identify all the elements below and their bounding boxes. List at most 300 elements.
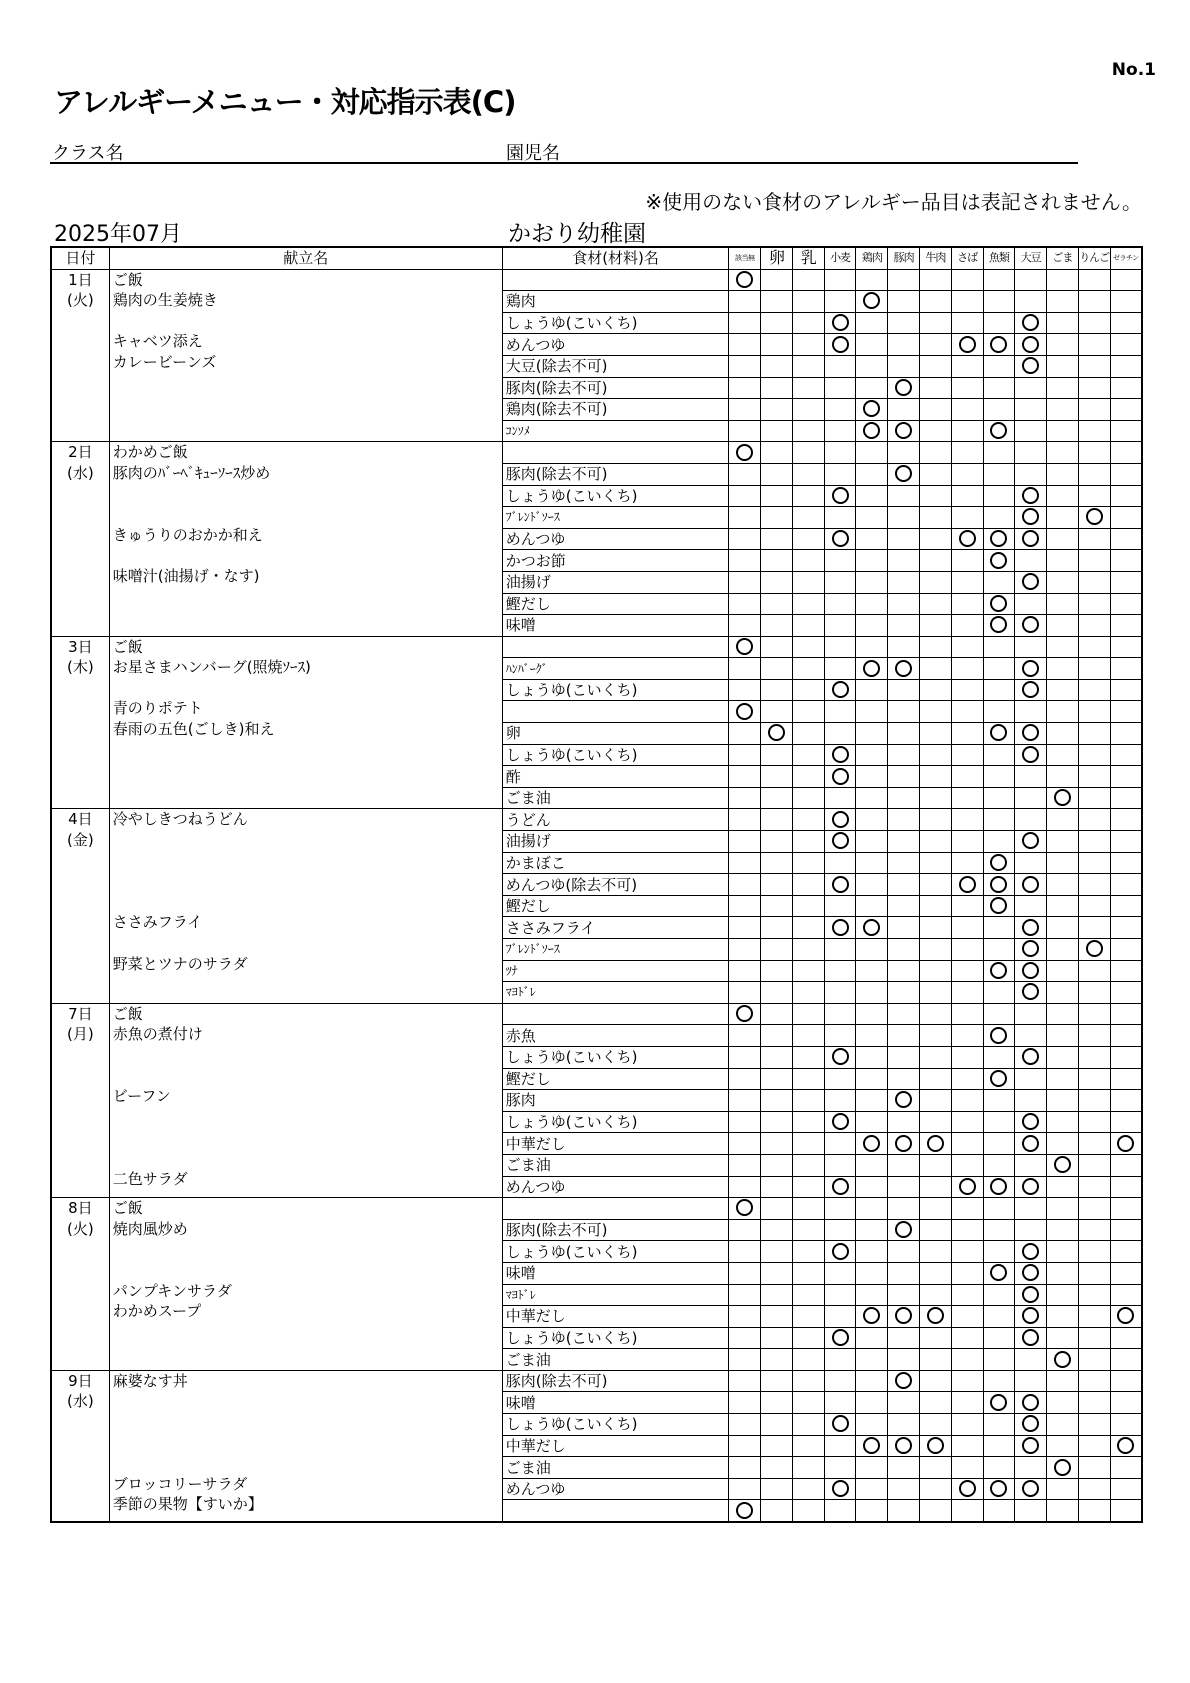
allergen-mark-cell: [792, 658, 824, 680]
allergen-mark-cell: [983, 1349, 1015, 1371]
circle-mark-icon: [1054, 1459, 1071, 1476]
ingredient-cell: 豚肉(除去不可): [502, 463, 729, 485]
allergen-mark-cell: [1110, 528, 1142, 550]
allergen-mark-cell: [1015, 1457, 1047, 1479]
allergen-mark-cell: [888, 463, 920, 485]
allergen-mark-cell: [983, 355, 1015, 377]
allergen-mark-cell: [729, 852, 761, 874]
allergen-mark-cell: [951, 723, 983, 745]
allergen-mark-cell: [983, 982, 1015, 1004]
day-weekday: (火): [67, 1219, 94, 1238]
allergen-mark-cell: [919, 355, 951, 377]
allergen-mark-cell: [983, 917, 1015, 939]
allergen-mark-cell: [888, 939, 920, 961]
circle-mark-icon: [1022, 1243, 1039, 1260]
circle-mark-icon: [990, 530, 1007, 547]
day-date: 2日: [68, 443, 93, 462]
allergen-mark-cell: [1078, 420, 1110, 442]
allergen-mark-cell: [1110, 550, 1142, 572]
allergen-mark-cell: [919, 831, 951, 853]
allergen-mark-cell: [1047, 1176, 1079, 1198]
allergen-mark-cell: [951, 831, 983, 853]
allergen-mark-cell: [983, 1025, 1015, 1047]
allergen-mark-cell: [1110, 334, 1142, 356]
allergen-mark-cell: [729, 615, 761, 637]
allergen-mark-cell: [1015, 1241, 1047, 1263]
allergen-mark-cell: [792, 679, 824, 701]
menu-item: [113, 1433, 502, 1454]
allergen-mark-cell: [792, 615, 824, 637]
menu-item: [113, 933, 502, 954]
allergen-mark-cell: [729, 723, 761, 745]
allergen-mark-cell: [888, 1327, 920, 1349]
allergen-mark-cell: [792, 1478, 824, 1500]
allergen-mark-cell: [792, 809, 824, 831]
allergen-mark-cell: [1110, 507, 1142, 529]
allergen-mark-cell: [1110, 723, 1142, 745]
circle-mark-icon: [863, 1135, 880, 1152]
day-cell: [51, 1370, 109, 1522]
allergen-mark-cell: [824, 291, 856, 313]
circle-mark-icon: [1022, 508, 1039, 525]
day-cell: [51, 636, 109, 809]
allergen-mark-cell: [1110, 831, 1142, 853]
allergen-mark-cell: [1110, 960, 1142, 982]
ingredient-cell: めんつゆ: [502, 334, 729, 356]
allergen-mark-cell: [856, 1219, 888, 1241]
allergen-mark-cell: [951, 550, 983, 572]
allergen-mark-cell: [1110, 485, 1142, 507]
allergen-mark-cell: [1110, 1349, 1142, 1371]
allergen-mark-cell: [1047, 571, 1079, 593]
allergen-mark-cell: [1015, 1392, 1047, 1414]
allergen-mark-cell: [761, 658, 793, 680]
allergen-mark-cell: [888, 960, 920, 982]
allergen-mark-cell: [729, 420, 761, 442]
allergen-mark-cell: [1047, 442, 1079, 464]
allergen-mark-cell: [1015, 1068, 1047, 1090]
allergen-mark-cell: [761, 550, 793, 572]
allergen-mark-cell: [792, 1068, 824, 1090]
allergen-mark-cell: [919, 1478, 951, 1500]
day-date: 4日: [68, 810, 93, 829]
allergen-mark-cell: [856, 1500, 888, 1522]
allergen-mark-cell: [792, 355, 824, 377]
circle-mark-icon: [832, 1415, 849, 1432]
allergen-mark-cell: [729, 658, 761, 680]
allergen-mark-cell: [729, 960, 761, 982]
allergen-mark-cell: [1015, 1176, 1047, 1198]
allergen-mark-cell: [888, 269, 920, 291]
allergen-mark-cell: [729, 1500, 761, 1522]
allergen-mark-cell: [761, 269, 793, 291]
allergen-mark-cell: [856, 1414, 888, 1436]
allergen-mark-cell: [1110, 1284, 1142, 1306]
allergen-header: 小麦: [824, 247, 856, 269]
allergen-mark-cell: [824, 1414, 856, 1436]
allergen-mark-cell: [888, 982, 920, 1004]
allergen-mark-cell: [888, 291, 920, 313]
allergen-mark-cell: [792, 982, 824, 1004]
menu-item: [113, 587, 502, 608]
allergen-mark-cell: [1110, 377, 1142, 399]
allergen-mark-cell: [792, 852, 824, 874]
allergen-mark-cell: [1110, 1500, 1142, 1522]
menu-item: ビーフン: [112, 1087, 171, 1106]
menu-item: 麻婆なす丼: [112, 1371, 188, 1390]
allergen-mark-cell: [729, 1262, 761, 1284]
allergen-mark-cell: [951, 1457, 983, 1479]
allergen-mark-cell: [1110, 1046, 1142, 1068]
circle-mark-icon: [832, 336, 849, 353]
allergen-mark-cell: [824, 723, 856, 745]
allergen-mark-cell: [1110, 291, 1142, 313]
allergen-mark-cell: [919, 291, 951, 313]
allergen-mark-cell: [1078, 528, 1110, 550]
ingredient-cell: 豚肉: [502, 1090, 729, 1112]
allergen-mark-cell: [919, 1090, 951, 1112]
allergen-mark-cell: [729, 787, 761, 809]
table-row: [51, 636, 1142, 658]
menu-item: 赤魚の煮付け: [112, 1025, 203, 1044]
allergen-mark-cell: [1078, 917, 1110, 939]
allergy-table-wrapper: [50, 246, 1143, 1523]
menu-item: 味噌汁(油揚げ・なす): [112, 566, 260, 585]
allergen-mark-cell: [983, 1327, 1015, 1349]
allergen-mark-cell: [888, 831, 920, 853]
allergen-mark-cell: [919, 1241, 951, 1263]
day-cell: [51, 442, 109, 636]
menu-item: [113, 740, 502, 761]
allergen-mark-cell: [1015, 1003, 1047, 1025]
allergen-mark-cell: [1078, 744, 1110, 766]
allergen-mark-cell: [729, 1284, 761, 1306]
allergen-mark-cell: [792, 1392, 824, 1414]
allergen-mark-cell: [1047, 507, 1079, 529]
allergen-mark-cell: [824, 1262, 856, 1284]
allergen-mark-cell: [951, 615, 983, 637]
allergen-mark-cell: [1015, 1284, 1047, 1306]
circle-mark-icon: [863, 292, 880, 309]
allergen-mark-cell: [1110, 744, 1142, 766]
allergen-mark-cell: [1015, 895, 1047, 917]
allergen-mark-cell: [1078, 1457, 1110, 1479]
allergen-mark-cell: [792, 1349, 824, 1371]
allergen-mark-cell: [824, 1198, 856, 1220]
menu-item: [113, 484, 502, 505]
allergen-mark-cell: [761, 485, 793, 507]
allergen-mark-cell: [1047, 1003, 1079, 1025]
menu-item: 豚肉のﾊﾞｰﾍﾞｷｭｰｿｰｽ炒め: [112, 463, 271, 482]
allergen-mark-cell: [729, 334, 761, 356]
day-weekday: (金): [67, 831, 94, 850]
allergen-mark-cell: [951, 399, 983, 421]
allergen-mark-cell: [1047, 1414, 1079, 1436]
allergen-mark-cell: [951, 917, 983, 939]
allergen-mark-cell: [792, 1176, 824, 1198]
allergen-mark-cell: [951, 636, 983, 658]
circle-mark-icon: [1022, 1264, 1039, 1281]
allergen-mark-cell: [761, 636, 793, 658]
allergen-mark-cell: [824, 485, 856, 507]
ingredient-cell: [502, 1003, 729, 1025]
allergen-mark-cell: [792, 831, 824, 853]
allergen-mark-cell: [824, 939, 856, 961]
allergen-mark-cell: [1110, 463, 1142, 485]
allergen-mark-cell: [856, 960, 888, 982]
allergen-mark-cell: [1078, 787, 1110, 809]
allergen-mark-cell: [1047, 658, 1079, 680]
allergen-mark-cell: [1078, 939, 1110, 961]
allergen-mark-cell: [1078, 1046, 1110, 1068]
allergen-mark-cell: [761, 1435, 793, 1457]
circle-mark-icon: [863, 1437, 880, 1454]
allergen-mark-cell: [856, 507, 888, 529]
allergen-mark-cell: [856, 831, 888, 853]
allergen-mark-cell: [792, 334, 824, 356]
menu-item: [113, 1066, 502, 1087]
allergen-mark-cell: [1047, 615, 1079, 637]
allergen-mark-cell: [792, 1090, 824, 1112]
table-row: [51, 1003, 1142, 1025]
allergen-mark-cell: [856, 312, 888, 334]
allergen-mark-cell: [951, 1349, 983, 1371]
menu-item: 野菜とツナのサラダ: [112, 954, 248, 973]
allergen-mark-cell: [761, 1414, 793, 1436]
allergen-mark-cell: [951, 1025, 983, 1047]
allergen-mark-cell: [729, 744, 761, 766]
allergen-mark-cell: [792, 571, 824, 593]
allergen-mark-cell: [1078, 1392, 1110, 1414]
allergen-mark-cell: [1047, 1478, 1079, 1500]
allergen-mark-cell: [761, 528, 793, 550]
allergen-mark-cell: [983, 1306, 1015, 1328]
allergen-mark-cell: [792, 895, 824, 917]
allergen-mark-cell: [824, 1370, 856, 1392]
ingredient-cell: めんつゆ: [502, 528, 729, 550]
circle-mark-icon: [1117, 1307, 1134, 1324]
allergen-mark-cell: [856, 917, 888, 939]
allergen-mark-cell: [824, 766, 856, 788]
allergen-mark-cell: [856, 766, 888, 788]
table-body: [51, 269, 1142, 1522]
allergen-mark-cell: [1047, 787, 1079, 809]
allergen-mark-cell: [729, 269, 761, 291]
allergen-mark-cell: [824, 312, 856, 334]
allergen-mark-cell: [983, 442, 1015, 464]
ingredient-cell: [502, 636, 729, 658]
allergen-mark-cell: [824, 1284, 856, 1306]
allergen-mark-cell: [1078, 809, 1110, 831]
ingredient-cell: 中華だし: [502, 1133, 729, 1155]
allergen-mark-cell: [983, 1284, 1015, 1306]
circle-mark-icon: [1022, 1286, 1039, 1303]
menu-item: [113, 1322, 502, 1343]
allergen-mark-cell: [919, 485, 951, 507]
circle-mark-icon: [832, 487, 849, 504]
allergen-mark-cell: [1078, 1025, 1110, 1047]
allergen-mark-cell: [761, 1176, 793, 1198]
allergen-mark-cell: [824, 615, 856, 637]
circle-mark-icon: [1022, 1135, 1039, 1152]
allergen-mark-cell: [1047, 269, 1079, 291]
circle-mark-icon: [1022, 1307, 1039, 1324]
allergen-mark-cell: [729, 442, 761, 464]
allergen-mark-cell: [792, 377, 824, 399]
allergen-mark-cell: [919, 1284, 951, 1306]
allergen-mark-cell: [1078, 895, 1110, 917]
allergen-mark-cell: [1078, 701, 1110, 723]
allergen-mark-cell: [1015, 442, 1047, 464]
allergen-mark-cell: [1047, 939, 1079, 961]
allergen-mark-cell: [761, 1003, 793, 1025]
allergen-mark-cell: [919, 1414, 951, 1436]
allergen-mark-cell: [792, 312, 824, 334]
allergen-mark-cell: [761, 1392, 793, 1414]
allergen-mark-cell: [919, 571, 951, 593]
allergen-mark-cell: [729, 1392, 761, 1414]
allergen-header: 該当無: [729, 247, 761, 269]
allergen-mark-cell: [951, 939, 983, 961]
menu-item: ブロッコリーサラダ: [112, 1474, 248, 1493]
allergen-mark-cell: [1047, 831, 1079, 853]
allergen-mark-cell: [792, 507, 824, 529]
allergen-mark-cell: [761, 463, 793, 485]
allergen-mark-cell: [1047, 334, 1079, 356]
allergen-mark-cell: [856, 571, 888, 593]
allergen-mark-cell: [983, 1435, 1015, 1457]
allergen-mark-cell: [983, 636, 1015, 658]
allergen-mark-cell: [951, 1370, 983, 1392]
ingredient-cell: 味噌: [502, 1262, 729, 1284]
allergen-mark-cell: [951, 442, 983, 464]
allergen-mark-cell: [856, 1068, 888, 1090]
allergen-mark-cell: [888, 1306, 920, 1328]
table-row: [51, 269, 1142, 291]
allergen-mark-cell: [729, 679, 761, 701]
allergen-mark-cell: [824, 334, 856, 356]
circle-mark-icon: [832, 832, 849, 849]
allergen-mark-cell: [856, 679, 888, 701]
allergen-mark-cell: [761, 787, 793, 809]
allergen-mark-cell: [792, 1154, 824, 1176]
allergen-mark-cell: [856, 744, 888, 766]
header-ingredient: 食材(材料)名: [502, 247, 729, 269]
circle-mark-icon: [832, 530, 849, 547]
allergen-mark-cell: [761, 982, 793, 1004]
ingredient-cell: 赤魚: [502, 1025, 729, 1047]
day-weekday: (火): [67, 291, 94, 310]
allergen-mark-cell: [856, 355, 888, 377]
allergen-mark-cell: [856, 874, 888, 896]
allergen-header: 魚類: [983, 247, 1015, 269]
ingredient-cell: めんつゆ(除去不可): [502, 874, 729, 896]
allergen-mark-cell: [1110, 1025, 1142, 1047]
allergen-mark-cell: [856, 1133, 888, 1155]
allergen-mark-cell: [856, 463, 888, 485]
allergen-mark-cell: [888, 895, 920, 917]
ingredient-cell: うどん: [502, 809, 729, 831]
allergen-mark-cell: [824, 895, 856, 917]
menu-item: [113, 414, 502, 435]
allergen-mark-cell: [761, 1306, 793, 1328]
allergen-mark-cell: [888, 1176, 920, 1198]
allergen-mark-cell: [1015, 636, 1047, 658]
allergen-mark-cell: [1047, 1435, 1079, 1457]
menu-item: [113, 1412, 502, 1433]
allergen-mark-cell: [1078, 1327, 1110, 1349]
allergen-mark-cell: [951, 1003, 983, 1025]
circle-mark-icon: [959, 336, 976, 353]
allergen-mark-cell: [951, 291, 983, 313]
circle-mark-icon: [1054, 1156, 1071, 1173]
allergen-mark-cell: [983, 960, 1015, 982]
allergen-mark-cell: [951, 1154, 983, 1176]
day-cell: [51, 1003, 109, 1197]
allergen-mark-cell: [919, 1025, 951, 1047]
allergen-mark-cell: [1047, 874, 1079, 896]
allergen-mark-cell: [824, 528, 856, 550]
allergen-mark-cell: [824, 636, 856, 658]
allergen-mark-cell: [1047, 1349, 1079, 1371]
allergen-mark-cell: [761, 852, 793, 874]
allergen-mark-cell: [1015, 1025, 1047, 1047]
allergen-mark-cell: [1047, 312, 1079, 334]
allergen-mark-cell: [888, 1284, 920, 1306]
allergen-mark-cell: [1078, 1414, 1110, 1436]
allergen-mark-cell: [1015, 420, 1047, 442]
allergen-mark-cell: [824, 831, 856, 853]
allergen-mark-cell: [1078, 1068, 1110, 1090]
allergen-mark-cell: [1078, 852, 1110, 874]
circle-mark-icon: [1022, 336, 1039, 353]
circle-mark-icon: [990, 595, 1007, 612]
menu-item: 焼肉風炒め: [112, 1219, 188, 1238]
allergen-mark-cell: [792, 1198, 824, 1220]
allergen-mark-cell: [1015, 550, 1047, 572]
allergen-mark-cell: [1078, 1176, 1110, 1198]
allergen-mark-cell: [919, 1349, 951, 1371]
allergen-mark-cell: [824, 1306, 856, 1328]
ingredient-cell: ﾏﾖﾄﾞﾚ: [502, 982, 729, 1004]
allergen-mark-cell: [729, 291, 761, 313]
allergen-mark-cell: [1110, 917, 1142, 939]
allergen-mark-cell: [792, 1500, 824, 1522]
allergen-mark-cell: [761, 377, 793, 399]
allergen-mark-cell: [1015, 463, 1047, 485]
allergen-mark-cell: [983, 766, 1015, 788]
allergen-mark-cell: [1110, 1198, 1142, 1220]
menu-item: 季節の果物【すいか】: [112, 1495, 263, 1514]
menu-item: 鶏肉の生姜焼き: [112, 291, 218, 310]
allergen-mark-cell: [1078, 831, 1110, 853]
allergen-mark-cell: [824, 420, 856, 442]
allergen-mark-cell: [1047, 895, 1079, 917]
school-name: かおり幼稚園: [508, 221, 646, 247]
allergen-mark-cell: [856, 1046, 888, 1068]
allergen-mark-cell: [729, 1068, 761, 1090]
allergen-header: ごま: [1047, 247, 1079, 269]
allergen-mark-cell: [1015, 291, 1047, 313]
allergen-mark-cell: [792, 1370, 824, 1392]
allergen-mark-cell: [983, 334, 1015, 356]
allergen-mark-cell: [951, 1111, 983, 1133]
menu-item: [113, 1107, 502, 1128]
allergen-mark-cell: [856, 658, 888, 680]
allergen-mark-cell: [761, 723, 793, 745]
allergen-mark-cell: [1078, 960, 1110, 982]
allergen-mark-cell: [1015, 852, 1047, 874]
